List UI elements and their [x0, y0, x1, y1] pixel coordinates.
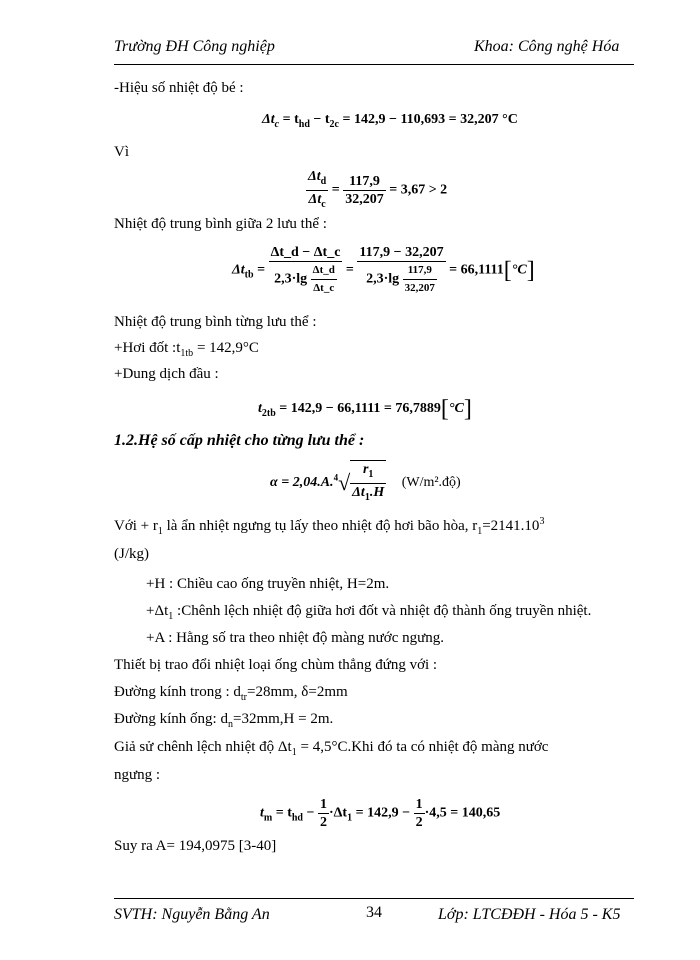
paragraph-condensation: ngưng : [114, 767, 161, 783]
paragraph-result-a: Suy ra A= 194,0975 [3-40] [114, 838, 277, 854]
p7-sup: 3 [539, 516, 545, 527]
eq3-den2-prefix: 2,3·lg [366, 271, 400, 287]
eq2-num: Δt [308, 169, 321, 184]
eq1-mid: = t [279, 112, 299, 127]
p14-rest: =32mm,H = 2m. [232, 711, 334, 727]
eq6-fr2-den: 2 [415, 815, 423, 830]
eq3-lhs: Δt [232, 262, 245, 278]
p7-text: Với + r [114, 518, 158, 534]
eq1-sub-b: 2c [329, 118, 339, 130]
p7-sub: 1 [157, 526, 163, 537]
p7-rest: là ẩn nhiệt ngưng tụ lấy theo nhiệt độ hơi bão hòa, r [162, 518, 478, 534]
p13-rest: =28mm, δ=2mm [247, 684, 348, 700]
eq6-mid: = t [272, 805, 292, 821]
eq5-den-sub: 1 [364, 491, 370, 503]
eq3-den-prefix: 2,3·lg [274, 271, 308, 287]
paragraph-tube-diameter [114, 711, 333, 730]
eq3-lhs-sub: tb [244, 269, 254, 281]
eq6-rhs: ·4,5 = 140,65 [424, 805, 501, 821]
eq5-num: r [362, 462, 369, 477]
equation-alpha: α = 2,04.A.$^4$√ $\frac{r_1}{\Delta t_1.H}$ (W/m².độ) [270, 460, 461, 506]
eq5-root-index: 4 [333, 472, 339, 483]
eq2-den-value: 32,207 [345, 191, 384, 207]
eq3-inner2-num: 117,9 [403, 262, 437, 280]
eq3-rhs: = 66,1111 [445, 262, 504, 278]
eq2-value-fraction [343, 173, 386, 208]
eq6-fr2-num: 1 [415, 797, 423, 812]
footer-page-number: 34 [366, 904, 382, 921]
eq1-sub-a: hd [298, 118, 310, 130]
equation-ratio: $\frac{\Delta t_d}{\Delta t_c}$ = $\frac{117,9}{32,207}$ = 3,67 > 2 [306, 168, 447, 213]
eq6-mid-sub: hd [291, 812, 303, 824]
p5-sub: 1tb [180, 348, 194, 359]
footer-student: SVTH: Nguyễn Bằng An [114, 906, 270, 923]
paragraph-jkg: (J/kg) [114, 546, 149, 562]
eq2-den-sub: c [321, 198, 326, 210]
eq5-den: Δt [352, 484, 365, 500]
eq1-lhs-sub: c [274, 118, 280, 130]
eq2-num-value: 117,9 [343, 173, 386, 191]
eq1-lhs: Δt [262, 112, 275, 127]
eq5-den-rest: .H [369, 484, 385, 500]
paragraph-solution: +Dung dịch đầu : [114, 366, 219, 382]
paragraph-mean-each: Nhiệt độ trung bình từng lưu thể : [114, 314, 317, 330]
eq4-lhs: t [258, 401, 262, 416]
eq2-den: Δt [308, 191, 322, 207]
footer-class: Lớp: LTCĐĐH - Hóa 5 - K5 [438, 906, 621, 923]
p7-sub2: 1 [477, 526, 483, 537]
p14-sub: n [227, 719, 233, 730]
eq4-rhs: = 142,9 − 66,1111 = 76,7889 [275, 401, 441, 416]
footer-rule [114, 898, 634, 899]
paragraph-a: +A : Hằng số tra theo nhiệt độ màng nước ngưng. [146, 630, 445, 646]
eq1-minus: − t [309, 112, 330, 127]
paragraph-r1 [114, 516, 544, 537]
eq3-inner-num: Δt_d [311, 262, 337, 280]
eq3-num2: 117,9 − 32,207 [359, 245, 444, 260]
section-heading: 1.2.Hệ số cấp nhiệt cho từng lưu thể : [114, 432, 365, 449]
header-school: Trường ĐH Công nghiệp [114, 38, 275, 55]
header-rule [114, 64, 634, 65]
eq4-unit: °C [448, 401, 464, 416]
eq6-frac-1 [318, 796, 329, 831]
eq5-num-sub: 1 [368, 468, 374, 480]
equation-t2tb: $t_{2tb} = 142,9 - 66,1111 = 76,7889[^\circ C]$ [258, 396, 472, 422]
p15-sub: 1 [291, 747, 297, 758]
eq6-minus: − [303, 805, 318, 821]
paragraph-exchanger: Thiết bị trao đổi nhiệt loại ống chùm thẳng đứng với : [114, 657, 438, 673]
p13-text: Đường kính trong : d [114, 684, 241, 700]
p13-sub: tr [240, 692, 248, 703]
p10-rest: :Chênh lệch nhiệt độ giữa hơi đốt và nhiệt độ thành ống truyền nhiệt. [173, 603, 592, 619]
header-department: Khoa: Công nghệ Hóa [474, 38, 620, 55]
p15-text: Giả sử chênh lệch nhiệt độ Δt [114, 739, 292, 755]
eq6-lhs: t [260, 805, 264, 821]
paragraph-mean-temp: Nhiệt độ trung bình giữa 2 lưu thể : [114, 216, 327, 232]
paragraph-small-temp-diff: -Hiệu số nhiệt độ bé : [114, 80, 244, 96]
eq3-frac-1 [269, 244, 343, 297]
eq3-num-expr: Δt_d − Δt_c [270, 245, 341, 260]
eq5-lhs: α = 2,04.A. [270, 475, 334, 491]
p10-text: +Δt [146, 603, 169, 619]
eq3-unit: °C [511, 262, 527, 278]
eq2-num-sub: d [320, 175, 327, 187]
eq3-inner-frac-2 [403, 262, 437, 297]
eq6-frac-2 [414, 796, 425, 831]
p15-rest: = 4,5°C.Khi đó ta có nhiệt độ màng nước [296, 739, 549, 755]
p7-rest2: =2141.10 [482, 518, 540, 534]
eq3-inner2-den: 32,207 [404, 282, 435, 294]
eq5-unit: (W/m².độ) [401, 475, 461, 491]
eq4-lhs-sub: 2tb [261, 407, 276, 419]
equation-tm [260, 796, 500, 831]
equation-delta-ttb: $\Delta t_{tb}$ = Δt_d − Δt_c 2,3·lg $\frac{\Delta t\_d}{\Delta t\_c}$ = 117,9 − 32,207 2,3·lg $\frac{117,9}{32,207}$ = 66,1111[°C] [232, 244, 535, 297]
equation-delta-tc [262, 112, 518, 130]
p5-rest: = 142,9°C [193, 340, 259, 356]
paragraph-inner-diameter [114, 684, 348, 703]
p10-sub: 1 [168, 611, 174, 622]
eq5-fraction [350, 460, 386, 506]
p14-text: Đường kính ống: d [114, 711, 228, 727]
eq1-rhs: = 142,9 − 110,693 = 32,207 °C [338, 112, 518, 127]
paragraph-vi: Vì [114, 144, 129, 160]
eq3-inner-frac [311, 262, 337, 297]
eq6-fr-den: 2 [319, 815, 327, 830]
eq2-ratio-fraction [306, 168, 328, 213]
eq3-frac-2 [357, 244, 445, 297]
eq6-dt: ·Δt [328, 805, 348, 821]
eq2-rhs: = 3,67 > 2 [385, 182, 448, 198]
eq3-inner-den: Δt_c [313, 282, 335, 294]
paragraph-dt1 [146, 603, 591, 622]
eq6-mid2: = 142,9 − [352, 805, 414, 821]
eq6-lhs-sub: m [263, 812, 273, 824]
eq6-dt-sub: 1 [347, 812, 353, 824]
eq6-fr-num: 1 [319, 797, 327, 812]
paragraph-assume [114, 739, 548, 758]
paragraph-h: +H : Chiều cao ống truyền nhiệt, H=2m. [146, 576, 390, 592]
p5-text: +Hơi đốt :t [114, 340, 181, 356]
paragraph-steam [114, 340, 259, 359]
